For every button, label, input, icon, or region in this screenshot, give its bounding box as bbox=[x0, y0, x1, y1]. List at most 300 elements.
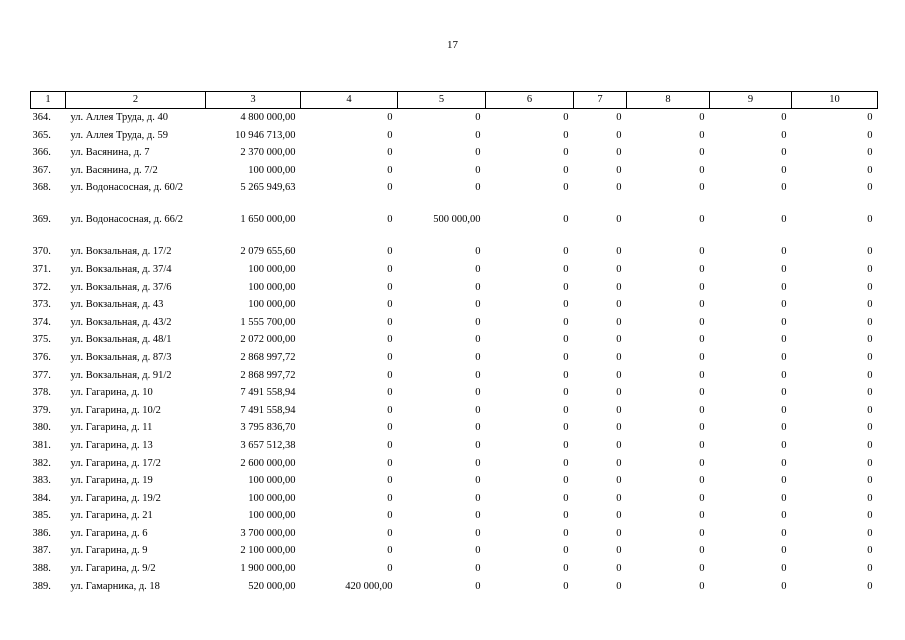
col-7-cell: 0 bbox=[616, 316, 622, 328]
address-cell: ул. Водонасосная, д. 60/2 bbox=[70, 182, 184, 194]
col-3-cell: 7 491 558,94 bbox=[240, 387, 296, 399]
address-cell: ул. Вокзальная, д. 43/2 bbox=[70, 316, 172, 328]
col-3-cell: 1 900 000,00 bbox=[240, 563, 296, 575]
address-cell: ул. Гагарина, д. 13 bbox=[70, 439, 153, 451]
column-header: 10 bbox=[792, 92, 878, 109]
col-6-cell: 0 bbox=[563, 492, 569, 504]
col-6-cell: 0 bbox=[563, 316, 569, 328]
column-header: 9 bbox=[710, 92, 792, 109]
col-8-cell: 0 bbox=[699, 182, 705, 194]
col-7-cell: 0 bbox=[616, 147, 622, 159]
col-4-cell: 0 bbox=[387, 214, 393, 226]
row-number-cell: 364. bbox=[32, 112, 51, 123]
col-3-cell: 5 265 949,63 bbox=[240, 182, 296, 194]
col-3-cell: 1 650 000,00 bbox=[240, 214, 296, 226]
col-5-cell: 0 bbox=[475, 580, 481, 592]
col-7-cell: 0 bbox=[616, 404, 622, 416]
col-6-cell: 0 bbox=[563, 299, 569, 311]
col-9-cell: 0 bbox=[781, 281, 787, 293]
row-number-cell: 380. bbox=[32, 422, 51, 434]
address-cell: ул. Вокзальная, д. 91/2 bbox=[70, 369, 172, 381]
col-3-cell: 100 000,00 bbox=[248, 164, 296, 176]
col-9-cell: 0 bbox=[781, 334, 787, 346]
table-row bbox=[31, 352, 878, 370]
col-10-cell: 0 bbox=[867, 112, 873, 123]
col-7-cell: 0 bbox=[616, 263, 622, 275]
table-row bbox=[31, 545, 878, 563]
col-5-cell: 0 bbox=[475, 475, 481, 487]
col-8-cell: 0 bbox=[699, 316, 705, 328]
col-3-cell: 520 000,00 bbox=[248, 580, 296, 592]
col-9-cell: 0 bbox=[781, 246, 787, 258]
address-cell: ул. Васянина, д. 7 bbox=[70, 147, 150, 159]
table-row bbox=[31, 130, 878, 148]
col-5-cell: 0 bbox=[475, 457, 481, 469]
col-7-cell: 0 bbox=[616, 422, 622, 434]
table-row bbox=[31, 405, 878, 423]
col-6-cell: 0 bbox=[563, 246, 569, 258]
col-6-cell: 0 bbox=[563, 563, 569, 575]
table-body bbox=[31, 109, 878, 599]
col-10-cell: 0 bbox=[867, 387, 873, 399]
address-cell: ул. Гагарина, д. 21 bbox=[70, 510, 153, 522]
col-4-cell: 0 bbox=[387, 439, 393, 451]
table-row bbox=[31, 422, 878, 440]
col-7-cell: 0 bbox=[616, 510, 622, 522]
col-5-cell: 500 000,00 bbox=[433, 214, 481, 226]
col-9-cell: 0 bbox=[781, 263, 787, 275]
col-3-cell: 3 657 512,38 bbox=[240, 439, 296, 451]
col-7-cell: 0 bbox=[616, 369, 622, 381]
row-number-cell: 367. bbox=[32, 164, 51, 176]
col-4-cell: 0 bbox=[387, 334, 393, 346]
col-9-cell: 0 bbox=[781, 351, 787, 363]
table-row bbox=[31, 334, 878, 352]
col-9-cell: 0 bbox=[781, 563, 787, 575]
table-row bbox=[31, 458, 878, 476]
col-10-cell: 0 bbox=[867, 369, 873, 381]
col-3-cell: 10 946 713,00 bbox=[235, 129, 296, 141]
col-9-cell: 0 bbox=[781, 510, 787, 522]
col-10-cell: 0 bbox=[867, 316, 873, 328]
table-row bbox=[31, 282, 878, 300]
col-9-cell: 0 bbox=[781, 475, 787, 487]
row-number-cell: 386. bbox=[32, 527, 51, 539]
address-cell: ул. Гамарника, д. 18 bbox=[70, 580, 160, 592]
col-4-cell: 0 bbox=[387, 563, 393, 575]
col-7-cell: 0 bbox=[616, 129, 622, 141]
col-4-cell: 0 bbox=[387, 351, 393, 363]
col-8-cell: 0 bbox=[699, 387, 705, 399]
col-7-cell: 0 bbox=[616, 182, 622, 194]
col-4-cell: 0 bbox=[387, 316, 393, 328]
col-10-cell: 0 bbox=[867, 457, 873, 469]
address-cell: ул. Вокзальная, д. 48/1 bbox=[70, 334, 172, 346]
col-10-cell: 0 bbox=[867, 475, 873, 487]
col-10-cell: 0 bbox=[867, 334, 873, 346]
col-10-cell: 0 bbox=[867, 351, 873, 363]
address-cell: ул. Вокзальная, д. 43 bbox=[70, 299, 164, 311]
col-6-cell: 0 bbox=[563, 439, 569, 451]
col-10-cell: 0 bbox=[867, 214, 873, 226]
address-cell: ул. Гагарина, д. 11 bbox=[70, 422, 153, 434]
col-4-cell: 0 bbox=[387, 299, 393, 311]
table-row bbox=[31, 246, 878, 264]
address-cell: ул. Гагарина, д. 9/2 bbox=[70, 563, 156, 575]
col-7-cell: 0 bbox=[616, 351, 622, 363]
col-3-cell: 100 000,00 bbox=[248, 299, 296, 311]
col-9-cell: 0 bbox=[781, 182, 787, 194]
table-row bbox=[31, 387, 878, 405]
col-7-cell: 0 bbox=[616, 387, 622, 399]
col-4-cell: 0 bbox=[387, 457, 393, 469]
col-9-cell: 0 bbox=[781, 164, 787, 176]
col-10-cell: 0 bbox=[867, 492, 873, 504]
col-10-cell: 0 bbox=[867, 164, 873, 176]
row-number-cell: 385. bbox=[32, 510, 51, 522]
col-8-cell: 0 bbox=[699, 299, 705, 311]
col-8-cell: 0 bbox=[699, 129, 705, 141]
col-5-cell: 0 bbox=[475, 527, 481, 539]
col-3-cell: 100 000,00 bbox=[248, 263, 296, 275]
col-5-cell: 0 bbox=[475, 182, 481, 194]
table-row bbox=[31, 214, 878, 246]
table-row bbox=[31, 563, 878, 581]
col-7-cell: 0 bbox=[616, 334, 622, 346]
col-10-cell: 0 bbox=[867, 129, 873, 141]
col-8-cell: 0 bbox=[699, 369, 705, 381]
col-4-cell: 0 bbox=[387, 475, 393, 487]
col-9-cell: 0 bbox=[781, 316, 787, 328]
col-6-cell: 0 bbox=[563, 351, 569, 363]
col-6-cell: 0 bbox=[563, 214, 569, 226]
col-9-cell: 0 bbox=[781, 545, 787, 557]
col-5-cell: 0 bbox=[475, 404, 481, 416]
col-5-cell: 0 bbox=[475, 129, 481, 141]
row-number-cell: 377. bbox=[32, 369, 51, 381]
col-8-cell: 0 bbox=[699, 492, 705, 504]
col-7-cell: 0 bbox=[616, 246, 622, 258]
col-8-cell: 0 bbox=[699, 246, 705, 258]
col-10-cell: 0 bbox=[867, 182, 873, 194]
col-7-cell: 0 bbox=[616, 164, 622, 176]
table-row bbox=[31, 510, 878, 528]
table-row bbox=[31, 165, 878, 183]
col-6-cell: 0 bbox=[563, 580, 569, 592]
col-7-cell: 0 bbox=[616, 112, 622, 123]
col-3-cell: 2 868 997,72 bbox=[240, 369, 296, 381]
col-4-cell: 0 bbox=[387, 147, 393, 159]
table-row bbox=[31, 299, 878, 317]
table-row bbox=[31, 109, 878, 130]
col-3-cell: 3 795 836,70 bbox=[240, 422, 296, 434]
col-5-cell: 0 bbox=[475, 369, 481, 381]
row-number-cell: 375. bbox=[32, 334, 51, 346]
col-9-cell: 0 bbox=[781, 527, 787, 539]
col-10-cell: 0 bbox=[867, 281, 873, 293]
col-4-cell: 0 bbox=[387, 263, 393, 275]
col-6-cell: 0 bbox=[563, 510, 569, 522]
col-8-cell: 0 bbox=[699, 164, 705, 176]
row-number-cell: 370. bbox=[32, 246, 51, 258]
col-7-cell: 0 bbox=[616, 563, 622, 575]
col-6-cell: 0 bbox=[563, 263, 569, 275]
col-9-cell: 0 bbox=[781, 214, 787, 226]
col-4-cell: 0 bbox=[387, 422, 393, 434]
col-8-cell: 0 bbox=[699, 510, 705, 522]
col-8-cell: 0 bbox=[699, 457, 705, 469]
col-8-cell: 0 bbox=[699, 281, 705, 293]
col-8-cell: 0 bbox=[699, 475, 705, 487]
row-number-cell: 371. bbox=[32, 263, 51, 275]
col-9-cell: 0 bbox=[781, 422, 787, 434]
col-4-cell: 0 bbox=[387, 112, 393, 123]
table-row bbox=[31, 147, 878, 165]
col-5-cell: 0 bbox=[475, 351, 481, 363]
address-cell: ул. Вокзальная, д. 37/4 bbox=[70, 263, 172, 275]
col-6-cell: 0 bbox=[563, 387, 569, 399]
col-9-cell: 0 bbox=[781, 457, 787, 469]
col-5-cell: 0 bbox=[475, 492, 481, 504]
row-number-cell: 372. bbox=[32, 281, 51, 293]
table-row bbox=[31, 475, 878, 493]
col-5-cell: 0 bbox=[475, 316, 481, 328]
address-cell: ул. Гагарина, д. 10/2 bbox=[70, 404, 161, 416]
column-header: 5 bbox=[398, 92, 486, 109]
col-8-cell: 0 bbox=[699, 112, 705, 123]
col-9-cell: 0 bbox=[781, 439, 787, 451]
col-5-cell: 0 bbox=[475, 281, 481, 293]
col-3-cell: 2 072 000,00 bbox=[240, 334, 296, 346]
row-number-cell: 365. bbox=[32, 129, 51, 141]
col-10-cell: 0 bbox=[867, 439, 873, 451]
col-10-cell: 0 bbox=[867, 563, 873, 575]
row-number-cell: 376. bbox=[32, 351, 51, 363]
row-number-cell: 379. bbox=[32, 404, 51, 416]
col-6-cell: 0 bbox=[563, 369, 569, 381]
col-5-cell: 0 bbox=[475, 164, 481, 176]
col-3-cell: 4 800 000,00 bbox=[240, 112, 296, 123]
col-7-cell: 0 bbox=[616, 457, 622, 469]
column-header: 2 bbox=[66, 92, 206, 109]
page-number: 17 bbox=[447, 39, 458, 51]
col-9-cell: 0 bbox=[781, 369, 787, 381]
col-7-cell: 0 bbox=[616, 527, 622, 539]
col-5-cell: 0 bbox=[475, 387, 481, 399]
col-5-cell: 0 bbox=[475, 246, 481, 258]
col-6-cell: 0 bbox=[563, 281, 569, 293]
col-3-cell: 2 100 000,00 bbox=[240, 545, 296, 557]
col-3-cell: 1 555 700,00 bbox=[240, 316, 296, 328]
col-5-cell: 0 bbox=[475, 334, 481, 346]
row-number-cell: 378. bbox=[32, 387, 51, 399]
col-3-cell: 2 370 000,00 bbox=[240, 147, 296, 159]
col-8-cell: 0 bbox=[699, 147, 705, 159]
col-5-cell: 0 bbox=[475, 563, 481, 575]
col-4-cell: 0 bbox=[387, 164, 393, 176]
col-10-cell: 0 bbox=[867, 510, 873, 522]
col-10-cell: 0 bbox=[867, 299, 873, 311]
row-number-cell: 366. bbox=[32, 147, 51, 159]
col-4-cell: 0 bbox=[387, 369, 393, 381]
col-5-cell: 0 bbox=[475, 545, 481, 557]
col-7-cell: 0 bbox=[616, 439, 622, 451]
column-header: 4 bbox=[301, 92, 398, 109]
col-10-cell: 0 bbox=[867, 527, 873, 539]
row-number-cell: 387. bbox=[32, 545, 51, 557]
col-3-cell: 2 600 000,00 bbox=[240, 457, 296, 469]
col-8-cell: 0 bbox=[699, 214, 705, 226]
row-number-cell: 381. bbox=[32, 439, 51, 451]
col-7-cell: 0 bbox=[616, 580, 622, 592]
row-number-cell: 389. bbox=[32, 580, 51, 592]
col-9-cell: 0 bbox=[781, 299, 787, 311]
column-header: 6 bbox=[486, 92, 574, 109]
col-3-cell: 100 000,00 bbox=[248, 492, 296, 504]
address-cell: ул. Аллея Труда, д. 59 bbox=[70, 129, 169, 141]
col-8-cell: 0 bbox=[699, 351, 705, 363]
address-cell: ул. Гагарина, д. 19 bbox=[70, 475, 153, 487]
col-10-cell: 0 bbox=[867, 404, 873, 416]
row-number-cell: 384. bbox=[32, 492, 51, 504]
address-cell: ул. Вокзальная, д. 37/6 bbox=[70, 281, 172, 293]
table-row bbox=[31, 317, 878, 335]
col-3-cell: 100 000,00 bbox=[248, 281, 296, 293]
address-cell: ул. Гагарина, д. 19/2 bbox=[70, 492, 161, 504]
col-4-cell: 0 bbox=[387, 387, 393, 399]
row-number-cell: 373. bbox=[32, 299, 51, 311]
col-7-cell: 0 bbox=[616, 281, 622, 293]
col-4-cell: 0 bbox=[387, 182, 393, 194]
col-4-cell: 0 bbox=[387, 246, 393, 258]
col-7-cell: 0 bbox=[616, 492, 622, 504]
col-9-cell: 0 bbox=[781, 387, 787, 399]
col-5-cell: 0 bbox=[475, 439, 481, 451]
col-3-cell: 100 000,00 bbox=[248, 510, 296, 522]
col-3-cell: 2 079 655,60 bbox=[240, 246, 296, 258]
row-number-cell: 369. bbox=[32, 214, 51, 226]
col-6-cell: 0 bbox=[563, 527, 569, 539]
table-row bbox=[31, 264, 878, 282]
col-4-cell: 0 bbox=[387, 510, 393, 522]
address-cell: ул. Васянина, д. 7/2 bbox=[70, 164, 158, 176]
col-4-cell: 0 bbox=[387, 404, 393, 416]
col-6-cell: 0 bbox=[563, 457, 569, 469]
col-9-cell: 0 bbox=[781, 492, 787, 504]
col-8-cell: 0 bbox=[699, 404, 705, 416]
col-7-cell: 0 bbox=[616, 299, 622, 311]
col-6-cell: 0 bbox=[563, 129, 569, 141]
col-7-cell: 0 bbox=[616, 545, 622, 557]
col-6-cell: 0 bbox=[563, 147, 569, 159]
col-8-cell: 0 bbox=[699, 422, 705, 434]
table-row bbox=[31, 370, 878, 388]
column-header: 1 bbox=[31, 92, 66, 109]
address-cell: ул. Гагарина, д. 10 bbox=[70, 387, 153, 399]
table-row bbox=[31, 182, 878, 214]
row-number-cell: 382. bbox=[32, 457, 51, 469]
table-row bbox=[31, 581, 878, 599]
col-10-cell: 0 bbox=[867, 545, 873, 557]
col-8-cell: 0 bbox=[699, 263, 705, 275]
col-9-cell: 0 bbox=[781, 580, 787, 592]
col-6-cell: 0 bbox=[563, 475, 569, 487]
col-5-cell: 0 bbox=[475, 422, 481, 434]
data-table bbox=[30, 91, 878, 598]
col-4-cell: 420 000,00 bbox=[345, 580, 393, 592]
row-number-cell: 388. bbox=[32, 563, 51, 575]
col-6-cell: 0 bbox=[563, 182, 569, 194]
table-row bbox=[31, 493, 878, 511]
col-3-cell: 7 491 558,94 bbox=[240, 404, 296, 416]
address-cell: ул. Вокзальная, д. 17/2 bbox=[70, 246, 172, 258]
col-9-cell: 0 bbox=[781, 404, 787, 416]
col-10-cell: 0 bbox=[867, 580, 873, 592]
col-5-cell: 0 bbox=[475, 263, 481, 275]
address-cell: ул. Аллея Труда, д. 40 bbox=[70, 112, 169, 123]
column-header: 7 bbox=[574, 92, 627, 109]
address-cell: ул. Водонасосная, д. 66/2 bbox=[70, 214, 184, 226]
table-row bbox=[31, 440, 878, 458]
col-3-cell: 100 000,00 bbox=[248, 475, 296, 487]
col-6-cell: 0 bbox=[563, 164, 569, 176]
col-4-cell: 0 bbox=[387, 492, 393, 504]
col-8-cell: 0 bbox=[699, 527, 705, 539]
col-4-cell: 0 bbox=[387, 545, 393, 557]
col-5-cell: 0 bbox=[475, 112, 481, 123]
column-header: 8 bbox=[627, 92, 710, 109]
header-row bbox=[31, 92, 878, 109]
col-8-cell: 0 bbox=[699, 545, 705, 557]
col-6-cell: 0 bbox=[563, 112, 569, 123]
col-6-cell: 0 bbox=[563, 334, 569, 346]
col-4-cell: 0 bbox=[387, 129, 393, 141]
col-3-cell: 2 868 997,72 bbox=[240, 351, 296, 363]
col-9-cell: 0 bbox=[781, 129, 787, 141]
col-5-cell: 0 bbox=[475, 510, 481, 522]
col-3-cell: 3 700 000,00 bbox=[240, 527, 296, 539]
table-row bbox=[31, 528, 878, 546]
row-number-cell: 368. bbox=[32, 182, 51, 194]
col-6-cell: 0 bbox=[563, 422, 569, 434]
col-5-cell: 0 bbox=[475, 147, 481, 159]
address-cell: ул. Вокзальная, д. 87/3 bbox=[70, 351, 172, 363]
col-7-cell: 0 bbox=[616, 475, 622, 487]
col-6-cell: 0 bbox=[563, 404, 569, 416]
col-9-cell: 0 bbox=[781, 112, 787, 123]
address-cell: ул. Гагарина, д. 9 bbox=[70, 545, 148, 557]
address-cell: ул. Гагарина, д. 6 bbox=[70, 527, 148, 539]
col-8-cell: 0 bbox=[699, 563, 705, 575]
row-number-cell: 383. bbox=[32, 475, 51, 487]
col-10-cell: 0 bbox=[867, 147, 873, 159]
col-9-cell: 0 bbox=[781, 147, 787, 159]
col-5-cell: 0 bbox=[475, 299, 481, 311]
col-10-cell: 0 bbox=[867, 246, 873, 258]
col-4-cell: 0 bbox=[387, 281, 393, 293]
row-number-cell: 374. bbox=[32, 316, 51, 328]
col-6-cell: 0 bbox=[563, 545, 569, 557]
col-10-cell: 0 bbox=[867, 422, 873, 434]
column-header: 3 bbox=[206, 92, 301, 109]
col-7-cell: 0 bbox=[616, 214, 622, 226]
col-8-cell: 0 bbox=[699, 334, 705, 346]
col-10-cell: 0 bbox=[867, 263, 873, 275]
address-cell: ул. Гагарина, д. 17/2 bbox=[70, 457, 161, 469]
col-4-cell: 0 bbox=[387, 527, 393, 539]
col-8-cell: 0 bbox=[699, 439, 705, 451]
col-8-cell: 0 bbox=[699, 580, 705, 592]
